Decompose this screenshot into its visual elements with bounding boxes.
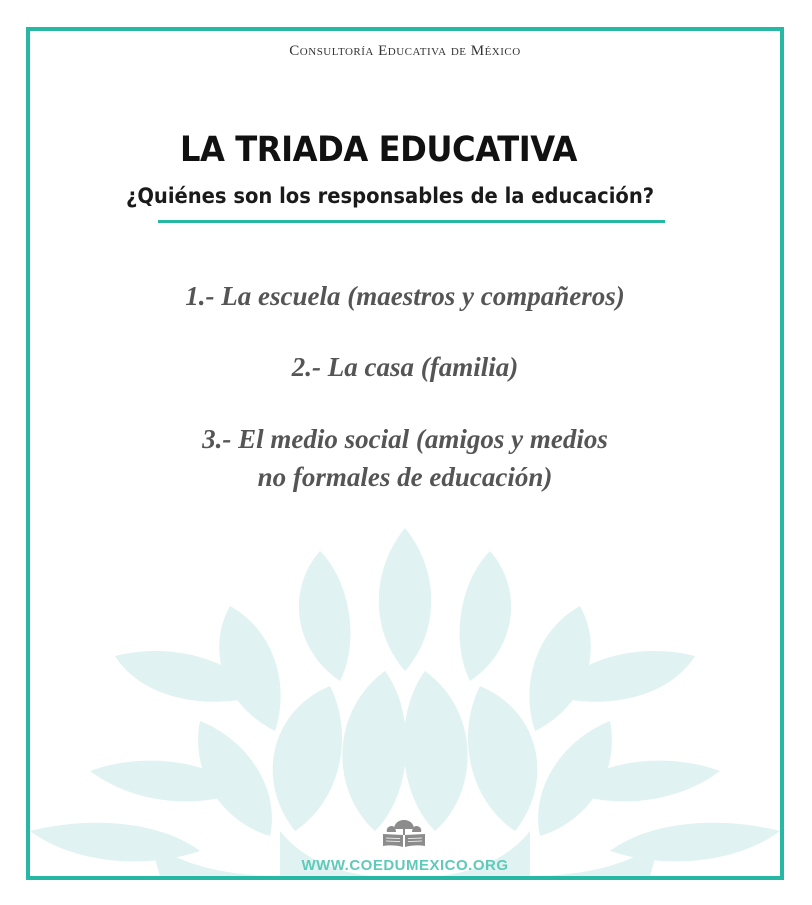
organization-header: Consultoría Educativa de México [289,43,521,59]
title-underline [158,220,665,223]
website-link[interactable]: WWW.COEDUMEXICO.ORG [301,857,509,874]
open-book-tree-icon [380,818,428,850]
page-title: LA TRIADA EDUCATIVA [180,130,577,170]
list-item-text: 1.- La escuela (maestros y compañeros) [185,281,625,311]
list-item-text: no formales de educación) [257,462,553,492]
list-item [30,277,780,315]
list-item-text: 3.- El medio social (amigos y medios [202,424,608,454]
page-subtitle: ¿Quiénes son los responsables de la educación? [126,184,655,208]
list-item-text: 2.- La casa (familia) [291,352,519,382]
card-frame [26,27,784,880]
list-item [30,420,780,496]
list-item [30,348,780,386]
